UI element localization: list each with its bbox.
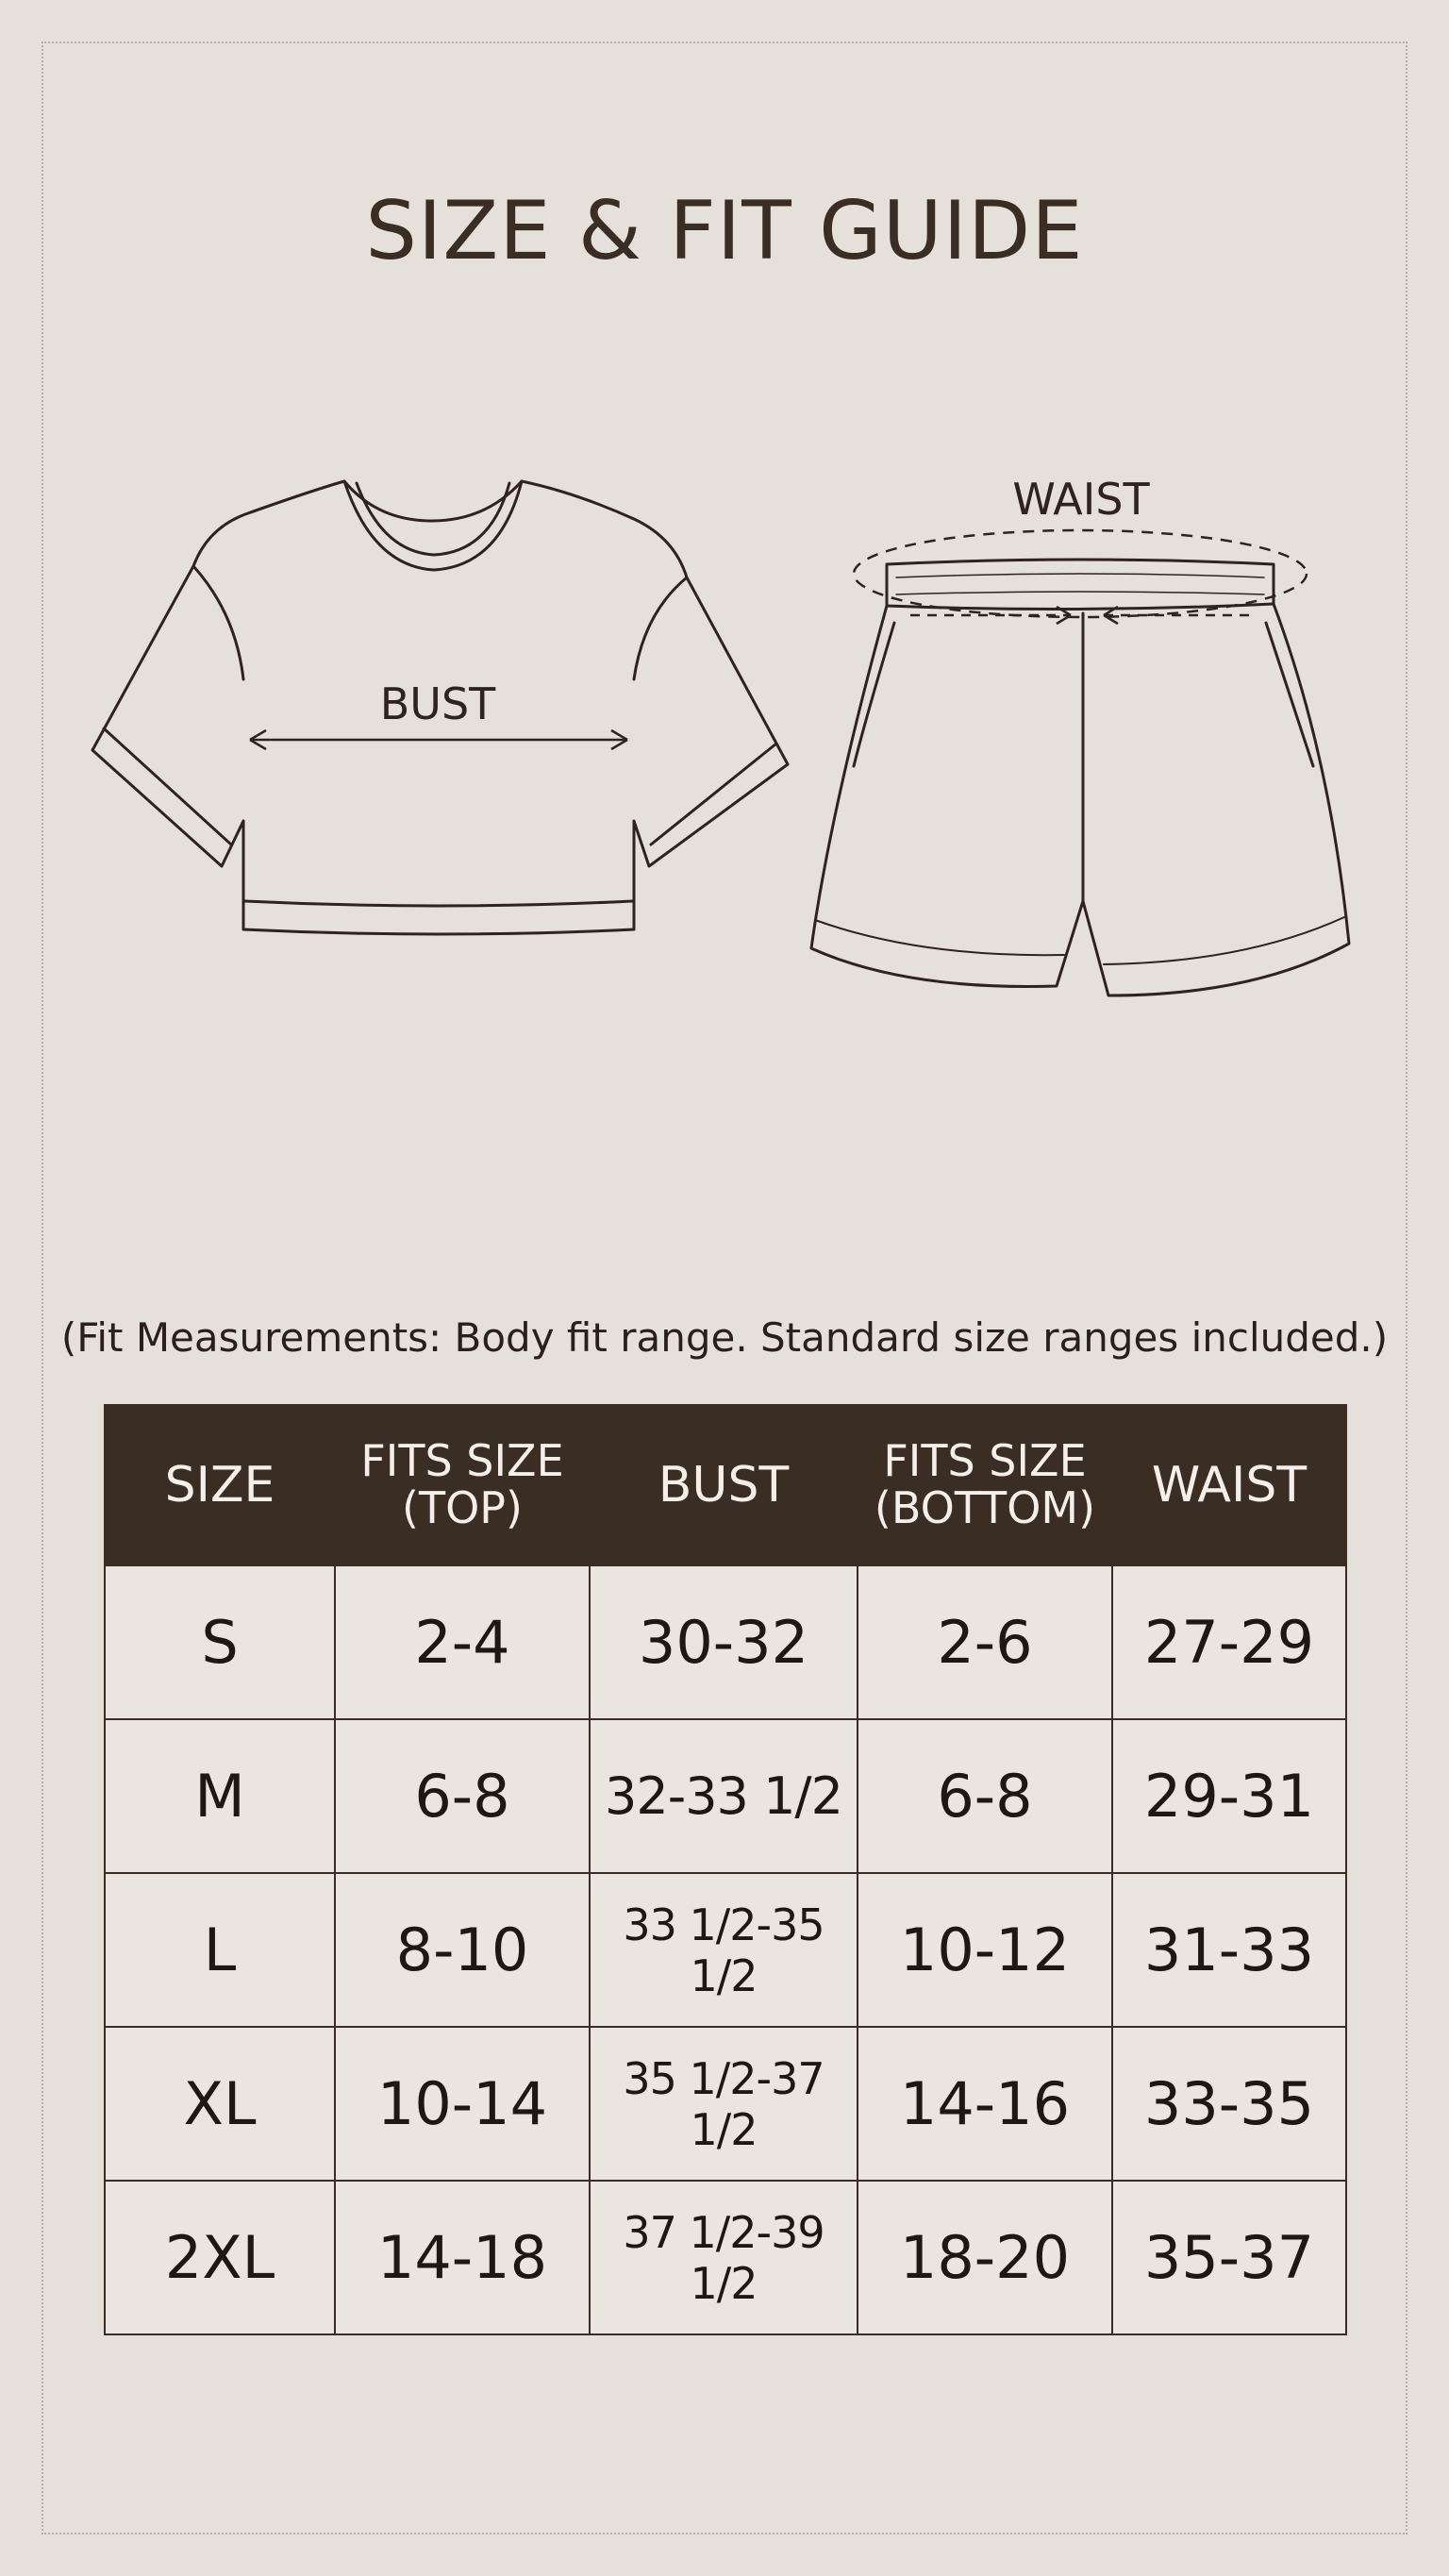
size-chart-table [104, 1404, 1347, 2335]
fit-note: (Fit Measurements: Body fit range. Standard size ranges included.) [60, 1314, 1389, 1361]
waist-label: WAIST [1012, 474, 1150, 525]
shorts-drawing [811, 560, 1349, 995]
cell-size: S [105, 1565, 335, 1719]
bust-label: BUST [379, 678, 496, 729]
cell-fits-bottom: 14-16 [858, 2027, 1112, 2181]
header-fits-size-top: FITS SIZE (TOP) [335, 1405, 590, 1565]
bust-measure [250, 730, 627, 749]
page-title: SIZE & FIT GUIDE [365, 184, 1084, 278]
table-header-row [105, 1405, 1346, 1565]
cell-fits-bottom: 6-8 [858, 1719, 1112, 1873]
cell-bust: 30-32 [590, 1565, 858, 1719]
cell-fits-top: 6-8 [335, 1719, 590, 1873]
cell-bust: 32-33 1/2 [590, 1719, 858, 1873]
cell-waist: 27-29 [1112, 1565, 1346, 1719]
garment-illustration [0, 415, 1449, 1019]
cell-bust: 33 1/2-35 1/2 [590, 1873, 858, 2027]
header-waist: WAIST [1112, 1405, 1346, 1565]
cell-fits-top: 2-4 [335, 1565, 590, 1719]
header-bust: BUST [590, 1405, 858, 1565]
cell-bust: 35 1/2-37 1/2 [590, 2027, 858, 2181]
cell-waist: 29-31 [1112, 1719, 1346, 1873]
cell-size: 2XL [105, 2181, 335, 2334]
cell-fits-bottom: 10-12 [858, 1873, 1112, 2027]
cell-size: XL [105, 2027, 335, 2181]
table-row [105, 2027, 1346, 2181]
cell-size: M [105, 1719, 335, 1873]
cell-fits-top: 10-14 [335, 2027, 590, 2181]
cell-waist: 31-33 [1112, 1873, 1346, 2027]
cell-fits-bottom: 18-20 [858, 2181, 1112, 2334]
header-fits-size-bottom: FITS SIZE (BOTTOM) [858, 1405, 1112, 1565]
cell-size: L [105, 1873, 335, 2027]
table-row [105, 1565, 1346, 1719]
cell-waist: 35-37 [1112, 2181, 1346, 2334]
cell-bust: 37 1/2-39 1/2 [590, 2181, 858, 2334]
table-row [105, 1719, 1346, 1873]
cell-waist: 33-35 [1112, 2027, 1346, 2181]
table-row [105, 1873, 1346, 2027]
cell-fits-bottom: 2-6 [858, 1565, 1112, 1719]
cell-fits-top: 8-10 [335, 1873, 590, 2027]
table-row [105, 2181, 1346, 2334]
cell-fits-top: 14-18 [335, 2181, 590, 2334]
header-size: SIZE [105, 1405, 335, 1565]
